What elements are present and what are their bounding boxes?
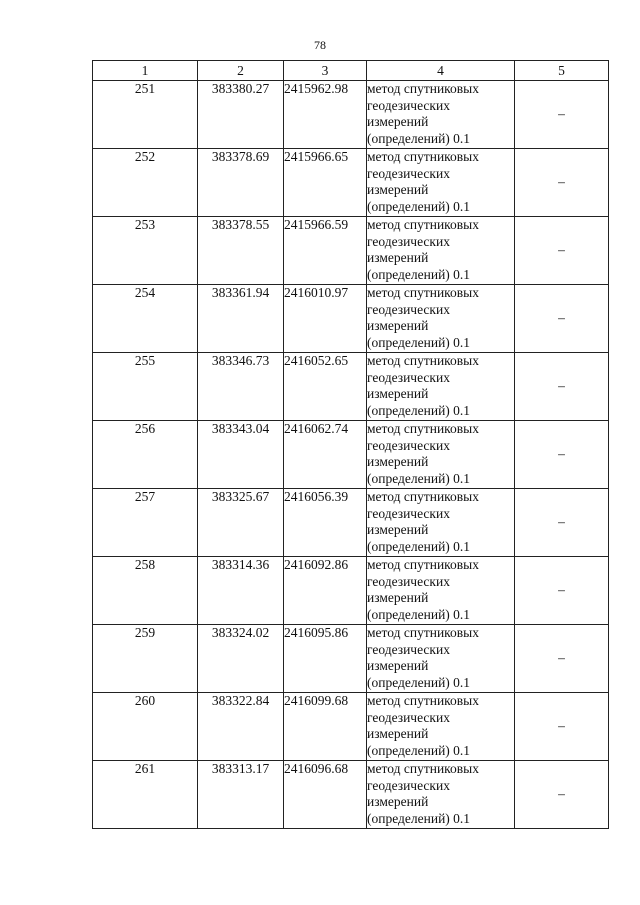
table-row xyxy=(93,693,609,761)
method-line: измерений xyxy=(367,386,429,401)
table-row xyxy=(93,761,609,829)
method-line: геодезических xyxy=(367,777,450,793)
table-row xyxy=(93,217,609,285)
method-line: геодезических xyxy=(367,709,450,725)
method-cell xyxy=(367,81,515,149)
method-line: (определений) 0.1 xyxy=(367,402,471,418)
column-header-5: 5 xyxy=(515,61,609,81)
method-line: метод спутниковых xyxy=(367,217,479,232)
y-coordinate-cell: 2416010.97 xyxy=(284,285,367,353)
note-cell: – xyxy=(515,625,609,693)
method-line: геодезических xyxy=(367,641,450,657)
method-line: (определений) 0.1 xyxy=(367,742,471,758)
method-line: геодезических xyxy=(367,437,450,453)
point-number-cell: 259 xyxy=(93,625,198,693)
note-cell: – xyxy=(515,353,609,421)
method-line: метод спутниковых xyxy=(367,149,479,164)
y-coordinate-cell: 2415966.65 xyxy=(284,149,367,217)
x-coordinate-cell: 383343.04 xyxy=(198,421,284,489)
y-coordinate-cell: 2415966.59 xyxy=(284,217,367,285)
table-body xyxy=(93,81,609,829)
method-line: измерений xyxy=(367,250,429,265)
y-coordinate-cell: 2416095.86 xyxy=(284,625,367,693)
method-line: геодезических xyxy=(367,301,450,317)
table-row xyxy=(93,421,609,489)
method-line: метод спутниковых xyxy=(367,489,479,504)
note-cell: – xyxy=(515,421,609,489)
point-number-cell: 257 xyxy=(93,489,198,557)
method-line: (определений) 0.1 xyxy=(367,538,471,554)
y-coordinate-cell: 2416052.65 xyxy=(284,353,367,421)
coordinates-table xyxy=(92,60,609,829)
method-line: метод спутниковых xyxy=(367,625,479,640)
y-coordinate-cell: 2415962.98 xyxy=(284,81,367,149)
method-line: геодезических xyxy=(367,369,450,385)
point-number-cell: 251 xyxy=(93,81,198,149)
point-number-cell: 253 xyxy=(93,217,198,285)
table-row xyxy=(93,625,609,693)
note-cell: – xyxy=(515,285,609,353)
method-line: метод спутниковых xyxy=(367,353,479,368)
page-number: 78 xyxy=(314,38,326,52)
method-line: метод спутниковых xyxy=(367,421,479,436)
method-line: измерений xyxy=(367,590,429,605)
method-line: геодезических xyxy=(367,505,450,521)
method-line: (определений) 0.1 xyxy=(367,198,471,214)
method-line: измерений xyxy=(367,114,429,129)
table-row xyxy=(93,557,609,625)
method-line: измерений xyxy=(367,658,429,673)
method-line: (определений) 0.1 xyxy=(367,470,471,486)
method-line: метод спутниковых xyxy=(367,761,479,776)
y-coordinate-cell: 2416092.86 xyxy=(284,557,367,625)
method-line: геодезических xyxy=(367,573,450,589)
x-coordinate-cell: 383378.69 xyxy=(198,149,284,217)
x-coordinate-cell: 383361.94 xyxy=(198,285,284,353)
method-line: метод спутниковых xyxy=(367,557,479,572)
method-cell xyxy=(367,217,515,285)
y-coordinate-cell: 2416096.68 xyxy=(284,761,367,829)
point-number-cell: 261 xyxy=(93,761,198,829)
note-cell: – xyxy=(515,217,609,285)
method-cell xyxy=(367,761,515,829)
table-row xyxy=(93,353,609,421)
method-cell xyxy=(367,353,515,421)
method-line: (определений) 0.1 xyxy=(367,674,471,690)
x-coordinate-cell: 383322.84 xyxy=(198,693,284,761)
method-line: измерений xyxy=(367,794,429,809)
point-number-cell: 252 xyxy=(93,149,198,217)
x-coordinate-cell: 383324.02 xyxy=(198,625,284,693)
method-line: (определений) 0.1 xyxy=(367,266,471,282)
table-row xyxy=(93,489,609,557)
method-line: измерений xyxy=(367,182,429,197)
method-cell xyxy=(367,693,515,761)
method-line: измерений xyxy=(367,522,429,537)
method-line: метод спутниковых xyxy=(367,285,479,300)
table-row xyxy=(93,285,609,353)
column-header-2: 2 xyxy=(198,61,284,81)
column-header-1: 1 xyxy=(93,61,198,81)
x-coordinate-cell: 383346.73 xyxy=(198,353,284,421)
point-number-cell: 260 xyxy=(93,693,198,761)
x-coordinate-cell: 383314.36 xyxy=(198,557,284,625)
point-number-cell: 256 xyxy=(93,421,198,489)
note-cell: – xyxy=(515,81,609,149)
table-header-row xyxy=(93,61,609,81)
method-cell xyxy=(367,625,515,693)
method-line: измерений xyxy=(367,318,429,333)
method-line: (определений) 0.1 xyxy=(367,810,471,826)
point-number-cell: 258 xyxy=(93,557,198,625)
note-cell: – xyxy=(515,489,609,557)
method-line: геодезических xyxy=(367,97,450,113)
method-cell xyxy=(367,489,515,557)
method-cell xyxy=(367,149,515,217)
y-coordinate-cell: 2416056.39 xyxy=(284,489,367,557)
column-header-3: 3 xyxy=(284,61,367,81)
note-cell: – xyxy=(515,693,609,761)
method-line: (определений) 0.1 xyxy=(367,334,471,350)
note-cell: – xyxy=(515,149,609,217)
x-coordinate-cell: 383378.55 xyxy=(198,217,284,285)
method-line: (определений) 0.1 xyxy=(367,130,471,146)
point-number-cell: 255 xyxy=(93,353,198,421)
table-row xyxy=(93,149,609,217)
method-line: геодезических xyxy=(367,165,450,181)
table-row xyxy=(93,81,609,149)
y-coordinate-cell: 2416062.74 xyxy=(284,421,367,489)
note-cell: – xyxy=(515,761,609,829)
x-coordinate-cell: 383313.17 xyxy=(198,761,284,829)
method-line: метод спутниковых xyxy=(367,693,479,708)
method-line: измерений xyxy=(367,726,429,741)
method-line: измерений xyxy=(367,454,429,469)
method-line: геодезических xyxy=(367,233,450,249)
method-line: (определений) 0.1 xyxy=(367,606,471,622)
note-cell: – xyxy=(515,557,609,625)
column-header-4: 4 xyxy=(367,61,515,81)
y-coordinate-cell: 2416099.68 xyxy=(284,693,367,761)
method-cell xyxy=(367,421,515,489)
method-cell xyxy=(367,557,515,625)
method-line: метод спутниковых xyxy=(367,81,479,96)
method-cell xyxy=(367,285,515,353)
x-coordinate-cell: 383380.27 xyxy=(198,81,284,149)
x-coordinate-cell: 383325.67 xyxy=(198,489,284,557)
point-number-cell: 254 xyxy=(93,285,198,353)
